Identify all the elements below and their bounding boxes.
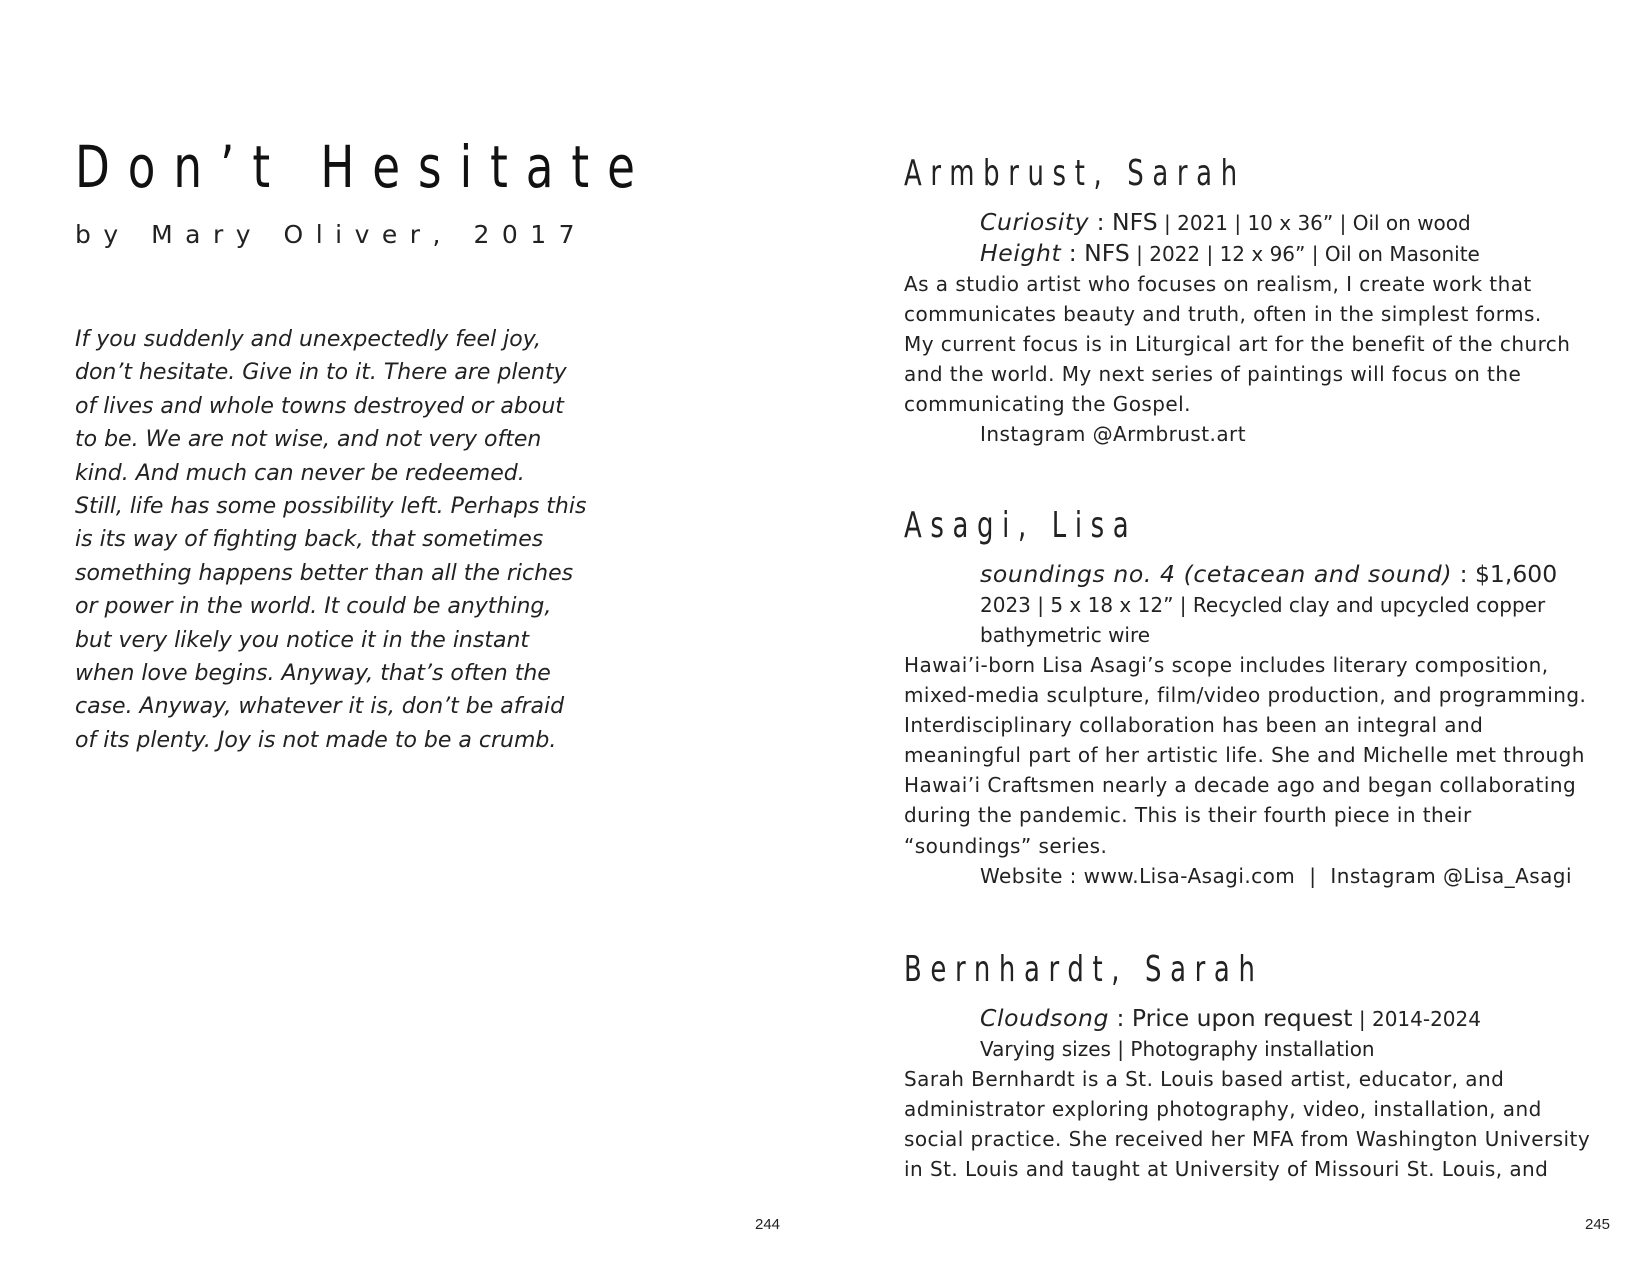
artwork-line bbox=[904, 207, 1624, 238]
artwork-price: : $1,600 bbox=[1452, 560, 1558, 588]
artwork-price: : NFS bbox=[1089, 208, 1158, 236]
right-page bbox=[825, 0, 1650, 1275]
bio-line: in St. Louis and taught at University of Missouri St. Louis, and bbox=[904, 1157, 1549, 1182]
bio-line: Interdisciplinary collaboration has been an integral and bbox=[904, 713, 1484, 738]
artwork-title: soundings no. 4 (cetacean and sound) bbox=[980, 560, 1453, 588]
bio-line: “soundings” series. bbox=[904, 833, 1108, 858]
bio-line: As a studio artist who focuses on realism, I create work that bbox=[904, 272, 1532, 296]
poem-line: to be. We are not wise, and not very often bbox=[75, 427, 542, 453]
bio-line: Hawai’i Craftsmen nearly a decade ago and began collaborating bbox=[904, 773, 1577, 798]
bio-line: meaningful part of her artistic life. She and Michelle met through bbox=[904, 743, 1585, 768]
poem-body bbox=[75, 323, 595, 757]
bio-line: Sarah Bernhardt is a St. Louis based artist, educator, and bbox=[904, 1067, 1505, 1091]
artwork-details: | 2022 | 12 x 96” | Oil on Masonite bbox=[1129, 242, 1480, 266]
instagram-link[interactable]: Instagram @Lisa_Asagi bbox=[1330, 863, 1572, 888]
artist-bio bbox=[904, 1064, 1624, 1184]
artist-entry-armbrust bbox=[904, 153, 1624, 449]
poem-line: of lives and whole towns destroyed or about bbox=[75, 393, 564, 419]
poem-title: Don’t Hesitate bbox=[75, 133, 653, 201]
artwork-title: Curiosity bbox=[980, 208, 1090, 236]
artist-name: Armbrust, Sarah bbox=[904, 153, 1246, 194]
poem-line: case. Anyway, whatever it is, don’t be afraid bbox=[75, 694, 565, 720]
artwork-line bbox=[904, 559, 1624, 590]
bio-line: social practice. She received her MFA from Washington University bbox=[904, 1127, 1591, 1152]
link-separator: | bbox=[1309, 863, 1317, 888]
bio-line: My current focus is in Liturgical art for the benefit of the church bbox=[904, 332, 1571, 357]
artist-entry-bernhardt bbox=[904, 949, 1624, 1184]
artwork-details: bathymetric wire bbox=[980, 623, 1151, 647]
poem-line: or power in the world. It could be anything, bbox=[75, 594, 552, 620]
poem-line: when love begins. Anyway, that’s often the bbox=[75, 661, 551, 687]
page-number-left: 244 bbox=[755, 1216, 781, 1233]
artwork-price: : NFS bbox=[1061, 239, 1130, 267]
artwork-details: | 2014-2024 bbox=[1352, 1007, 1481, 1031]
artwork-title: Height bbox=[980, 239, 1062, 267]
artwork-title: Cloudsong bbox=[980, 1004, 1109, 1032]
artist-links: Instagram @Armbrust.art bbox=[980, 422, 1247, 447]
artwork-details: 2023 | 5 x 18 x 12” | Recycled clay and upcycled copper bbox=[980, 593, 1546, 617]
artwork-price: : Price upon request bbox=[1108, 1004, 1353, 1032]
bio-line: and the world. My next series of paintings will focus on the bbox=[904, 362, 1522, 387]
poem-line: something happens better than all the riches bbox=[75, 560, 574, 586]
artist-links bbox=[904, 861, 1624, 891]
bio-line: communicates beauty and truth, often in the simplest forms. bbox=[904, 302, 1542, 327]
poem-line: Still, life has some possibility left. Perhaps this bbox=[75, 494, 587, 520]
poem-line: don’t hesitate. Give in to it. There are plenty bbox=[75, 360, 567, 386]
website-link[interactable]: Website : www.Lisa-Asagi.com bbox=[980, 863, 1296, 888]
bio-line: during the pandemic. This is their fourth piece in their bbox=[904, 803, 1472, 828]
artwork-details: Varying sizes | Photography installation bbox=[980, 1037, 1375, 1061]
artist-bio bbox=[904, 650, 1624, 861]
bio-line: Hawai’i-born Lisa Asagi’s scope includes literary composition, bbox=[904, 653, 1549, 677]
artist-name: Bernhardt, Sarah bbox=[904, 949, 1264, 990]
poem-line: is its way of fighting back, that sometimes bbox=[75, 527, 544, 553]
poem-line: but very likely you notice it in the instant bbox=[75, 627, 530, 653]
artist-name: Asagi, Lisa bbox=[904, 505, 1138, 546]
artwork-details: | 2021 | 10 x 36” | Oil on wood bbox=[1157, 211, 1471, 235]
artist-entry-asagi bbox=[904, 505, 1624, 891]
poem-line: of its plenty. Joy is not made to be a crumb. bbox=[75, 727, 557, 753]
poem-byline: by Mary Oliver, 2017 bbox=[75, 220, 588, 249]
bio-line: mixed-media sculpture, film/video production, and programming. bbox=[904, 683, 1587, 708]
artwork-line bbox=[904, 238, 1624, 269]
poem-line: If you suddenly and unexpectedly feel joy, bbox=[75, 327, 542, 352]
artist-bio bbox=[904, 269, 1624, 419]
bio-line: administrator exploring photography, video, installation, and bbox=[904, 1097, 1542, 1122]
bio-line: communicating the Gospel. bbox=[904, 392, 1191, 417]
page-number-right: 245 bbox=[1585, 1216, 1611, 1233]
artwork-line bbox=[904, 1003, 1624, 1034]
poem-line: kind. And much can never be redeemed. bbox=[75, 460, 525, 486]
